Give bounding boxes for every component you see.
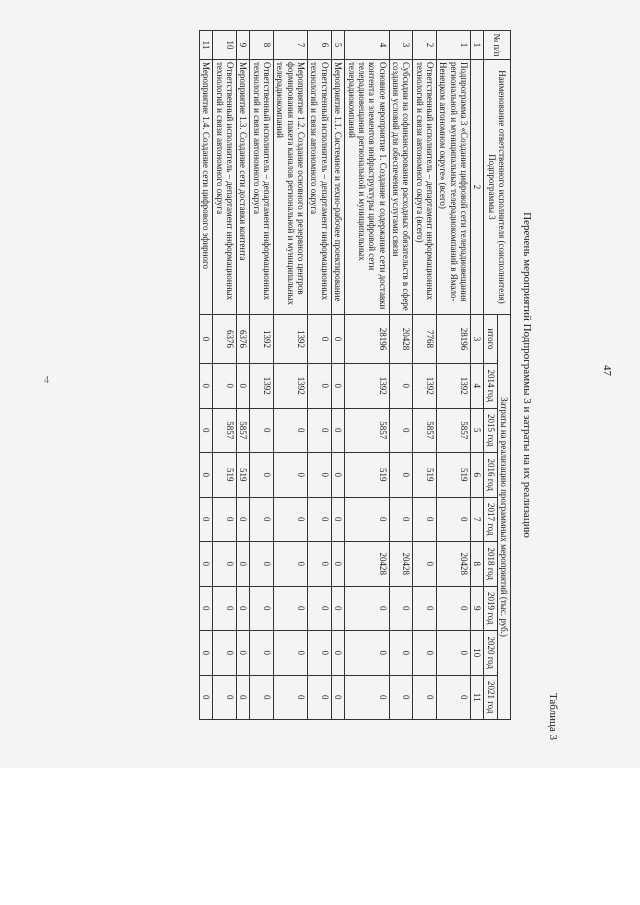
row-year-value: 0	[413, 542, 437, 587]
document-title: Перечень мероприятий Подпрограммы 3 и затраты на их реализацию	[521, 212, 533, 538]
row-year-value: 0	[413, 631, 437, 676]
row-year-value: 0	[308, 631, 332, 676]
row-year-value: 0	[274, 542, 308, 587]
row-year-value: 0	[213, 364, 237, 409]
row-year-value: 0	[274, 675, 308, 720]
row-name: Мероприятие 1.4. Создание сети цифрового эфирного	[200, 60, 213, 315]
row-year-value: 1392	[250, 364, 274, 409]
row-year-value: 0	[389, 453, 413, 498]
row-total: 0	[308, 315, 332, 364]
row-year-value: 0	[200, 453, 213, 498]
column-number: 7	[470, 497, 483, 542]
row-year-value: 0	[213, 631, 237, 676]
row-year-value: 0	[413, 586, 437, 631]
column-number: 8	[470, 542, 483, 587]
table-row	[413, 31, 437, 720]
row-year-value: 20428	[389, 542, 413, 587]
row-year-value: 20428	[436, 542, 470, 587]
header-year: 2014 год	[484, 364, 497, 409]
row-number: 7	[274, 31, 308, 60]
header-year: 2015 год	[484, 408, 497, 453]
column-number: 5	[470, 408, 483, 453]
row-year-value: 0	[274, 408, 308, 453]
row-year-value: 519	[436, 453, 470, 498]
row-year-value: 0	[389, 675, 413, 720]
row-year-value: 0	[200, 408, 213, 453]
row-number: 4	[345, 31, 389, 60]
row-total: 0	[200, 315, 213, 364]
row-year-value: 519	[213, 453, 237, 498]
row-year-value: 0	[308, 497, 332, 542]
row-name: Мероприятие 1.3. Создание сети доставки контента	[237, 60, 250, 315]
column-number: 10	[470, 631, 483, 676]
header-no: № п/п	[484, 31, 511, 60]
margin-mark: 4	[44, 375, 49, 386]
header-year: 2017 год	[484, 497, 497, 542]
row-year-value: 0	[308, 453, 332, 498]
row-year-value: 0	[200, 586, 213, 631]
row-year-value: 0	[237, 631, 250, 676]
row-year-value: 0	[389, 497, 413, 542]
table-row	[250, 31, 274, 720]
header-year: 2016 год	[484, 453, 497, 498]
table-row	[331, 31, 344, 720]
column-number: 9	[470, 586, 483, 631]
row-year-value: 0	[274, 631, 308, 676]
row-number: 2	[413, 31, 437, 60]
row-year-value: 0	[331, 408, 344, 453]
column-number: 6	[470, 453, 483, 498]
row-year-value: 0	[274, 453, 308, 498]
row-name: Мероприятие 1.1. Системное и техно-рабочее проектирование	[331, 60, 344, 315]
row-year-value: 0	[389, 408, 413, 453]
row-year-value: 0	[308, 408, 332, 453]
row-year-value: 1392	[436, 364, 470, 409]
header-year: 2018 год	[484, 542, 497, 587]
row-number: 6	[308, 31, 332, 60]
row-year-value: 1392	[345, 364, 389, 409]
row-year-value: 0	[237, 586, 250, 631]
row-total: 6376	[213, 315, 237, 364]
table-row	[308, 31, 332, 720]
row-year-value: 0	[237, 542, 250, 587]
row-year-value: 0	[200, 675, 213, 720]
table-row	[345, 31, 389, 720]
row-year-value: 0	[250, 497, 274, 542]
row-name: Ответственный исполнитель – департамент информационных технологий и связи автономного округа	[213, 60, 237, 315]
row-year-value: 0	[436, 631, 470, 676]
row-total: 28196	[436, 315, 470, 364]
row-number: 8	[250, 31, 274, 60]
row-total: 1392	[274, 315, 308, 364]
row-total: 0	[331, 315, 344, 364]
table-row	[237, 31, 250, 720]
row-name: Ответственный исполнитель – департамент информационных технологий и связи автономного округа	[250, 60, 274, 315]
row-year-value: 0	[250, 408, 274, 453]
row-year-value: 0	[200, 631, 213, 676]
row-number: 3	[389, 31, 413, 60]
row-year-value: 0	[250, 453, 274, 498]
row-year-value: 0	[308, 364, 332, 409]
table-row	[213, 31, 237, 720]
row-year-value: 0	[331, 453, 344, 498]
row-year-value: 0	[308, 675, 332, 720]
row-number: 11	[200, 31, 213, 60]
column-number: 3	[470, 315, 483, 364]
row-year-value: 0	[331, 497, 344, 542]
row-year-value: 519	[237, 453, 250, 498]
row-year-value: 1392	[274, 364, 308, 409]
row-year-value: 5857	[237, 408, 250, 453]
row-year-value: 0	[345, 631, 389, 676]
row-name: Ответственный исполнитель – департамент информационных технологий и связи автономного округа (всего)	[413, 60, 437, 315]
page-number: 47	[601, 365, 613, 376]
row-year-value: 0	[200, 497, 213, 542]
header-costs: Затраты на реализацию программных мероприятий (тыс. руб.)	[497, 315, 510, 720]
row-year-value: 0	[331, 675, 344, 720]
row-year-value: 0	[213, 542, 237, 587]
row-year-value: 0	[389, 364, 413, 409]
column-number: 11	[470, 675, 483, 720]
header-year: 2020 год	[484, 631, 497, 676]
row-year-value: 1392	[413, 364, 437, 409]
column-number: 1	[470, 31, 483, 60]
row-year-value: 0	[200, 364, 213, 409]
row-year-value: 0	[345, 586, 389, 631]
row-year-value: 0	[237, 675, 250, 720]
row-total: 20428	[389, 315, 413, 364]
row-name: Подпрограмма 3 «Создание цифровой сети телерадиовещания региональной и муниципальных телерадиокомпаний в Ямало-Ненецком автономном округе» (всего)	[436, 60, 470, 315]
row-total: 28196	[345, 315, 389, 364]
column-number: 4	[470, 364, 483, 409]
row-year-value: 0	[250, 631, 274, 676]
costs-table	[199, 30, 511, 720]
row-year-value: 0	[237, 497, 250, 542]
header-total: итого	[484, 315, 497, 364]
row-total: 6376	[237, 315, 250, 364]
column-number: 2	[470, 60, 483, 315]
row-name: Основное мероприятие 1. Создание и содержание сети доставки контента и элементов инфраструктуры цифровой сети телерадиовещания региональной и муниципальных телерадиокомпаний	[345, 60, 389, 315]
row-total: 7768	[413, 315, 437, 364]
table-row	[436, 31, 470, 720]
row-year-value: 0	[237, 364, 250, 409]
table-body	[200, 31, 471, 720]
row-year-value: 0	[436, 586, 470, 631]
row-name: Мероприятие 1.2. Создание основного и резервного центров формирования пакета каналов региональной и муниципальных телерадиокомпаний	[274, 60, 308, 315]
row-name: Субсидии на софинансирование расходных обязательств в сфере создания условий для обеспечения услугами связи	[389, 60, 413, 315]
row-name: Ответственный исполнитель – департамент информационных технологий и связи автономного округа	[308, 60, 332, 315]
row-year-value: 519	[345, 453, 389, 498]
row-year-value: 0	[331, 364, 344, 409]
row-year-value: 0	[250, 586, 274, 631]
row-year-value: 0	[213, 497, 237, 542]
row-year-value: 0	[413, 675, 437, 720]
row-year-value: 0	[213, 586, 237, 631]
row-year-value: 519	[413, 453, 437, 498]
row-year-value: 0	[389, 631, 413, 676]
row-year-value: 5857	[213, 408, 237, 453]
row-number: 5	[331, 31, 344, 60]
header-year: 2021 год	[484, 675, 497, 720]
row-year-value: 0	[345, 675, 389, 720]
row-number: 10	[213, 31, 237, 60]
row-year-value: 0	[308, 586, 332, 631]
header-year: 2019 год	[484, 586, 497, 631]
row-year-value: 0	[213, 675, 237, 720]
table-row	[200, 31, 213, 720]
row-year-value: 20428	[345, 542, 389, 587]
row-year-value: 5857	[436, 408, 470, 453]
row-year-value: 0	[250, 675, 274, 720]
row-number: 9	[237, 31, 250, 60]
row-year-value: 0	[413, 497, 437, 542]
row-year-value: 0	[274, 586, 308, 631]
rotated-document-page	[19, 10, 619, 740]
row-year-value: 0	[200, 542, 213, 587]
table-row	[274, 31, 308, 720]
row-year-value: 0	[345, 497, 389, 542]
table-row	[389, 31, 413, 720]
row-year-value: 0	[331, 542, 344, 587]
row-year-value: 0	[331, 586, 344, 631]
row-year-value: 0	[389, 586, 413, 631]
row-year-value: 0	[250, 542, 274, 587]
column-number-row	[470, 31, 483, 720]
row-number: 1	[436, 31, 470, 60]
row-total: 1392	[250, 315, 274, 364]
row-year-value: 0	[308, 542, 332, 587]
row-year-value: 0	[436, 497, 470, 542]
row-year-value: 5857	[413, 408, 437, 453]
row-year-value: 0	[436, 675, 470, 720]
row-year-value: 0	[331, 631, 344, 676]
row-year-value: 0	[274, 497, 308, 542]
row-year-value: 5857	[345, 408, 389, 453]
table-label: Таблица 3	[547, 692, 559, 740]
header-name: Наименование ответственного исполнителя (соисполнителя) Подпрограммы 3	[484, 60, 511, 315]
